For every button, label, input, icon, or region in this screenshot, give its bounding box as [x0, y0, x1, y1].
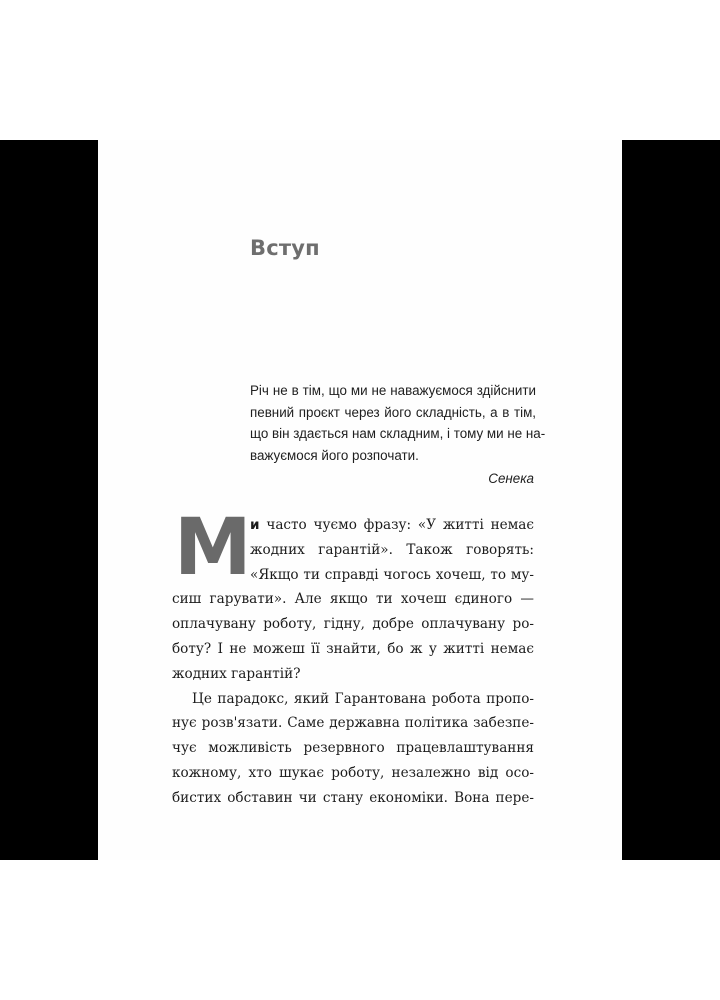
- body-line: [172, 513, 534, 538]
- body-line: кожному, хто шукає роботу, незалежно від осо-: [172, 764, 534, 781]
- epigraph-line: Річ не в тім, що ми не наважуємося здійснити: [250, 383, 536, 398]
- epigraph-line: важуємося його розпочати.: [250, 447, 419, 463]
- body-line: жодних гарантій». Також говорять:: [250, 541, 534, 558]
- left-black-bar: [0, 140, 98, 860]
- epigraph-author: Сенека: [488, 471, 534, 486]
- body-line: боту? І не можеш її знайти, бо ж у житті немає: [172, 640, 534, 657]
- body-line: Це парадокс, який Гарантована робота пропо-: [192, 690, 534, 707]
- right-black-bar: [622, 140, 720, 860]
- body-line: сиш гарувати». Але якщо ти хочеш єдиного —: [172, 591, 534, 608]
- chapter-title: Вступ: [250, 236, 320, 260]
- body-line: жодних гарантій?: [172, 665, 301, 682]
- body-line: чує можливість резервного працевлаштування: [172, 740, 534, 757]
- epigraph-line: певний проєкт через його складність, а в тім,: [250, 404, 536, 420]
- body-line: «Якщо ти справді чогось хочеш, то му-: [250, 566, 534, 583]
- book-page: [98, 140, 622, 860]
- body-line-text: часто чуємо фразу: «У житті немає: [259, 517, 534, 533]
- body-line: бистих обставин чи стану економіки. Вона пере-: [172, 789, 534, 806]
- body-line: оплачувану роботу, гідну, добре оплачувану ро-: [172, 616, 534, 633]
- drop-cap-continuation: и: [250, 517, 260, 533]
- body-line: нує розв'язати. Саме державна політика забезпе-: [172, 715, 534, 732]
- epigraph-line: що він здається нам складним, і тому ми не на-: [250, 426, 546, 441]
- epigraph: [250, 380, 546, 490]
- drop-cap-letter: М: [174, 503, 250, 593]
- body-text: [172, 513, 534, 811]
